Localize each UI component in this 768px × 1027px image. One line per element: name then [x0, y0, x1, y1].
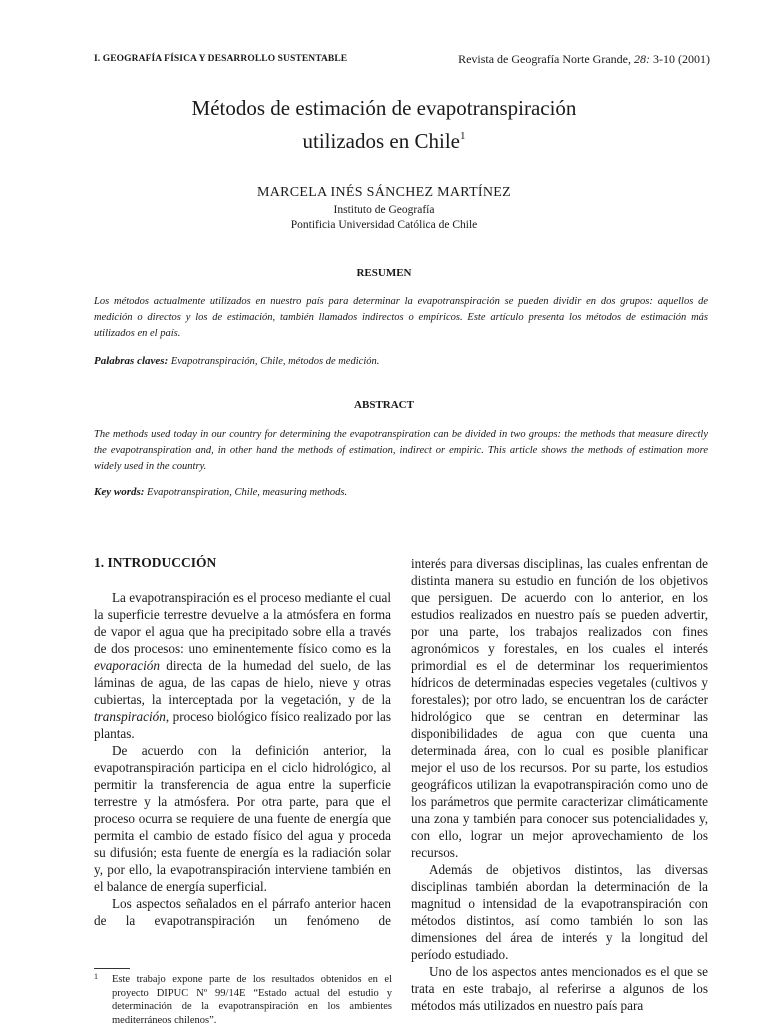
body-paragraph-1: [94, 589, 391, 742]
resumen-heading: RESUMEN: [356, 267, 412, 279]
footnote-divider: [94, 968, 130, 969]
body-paragraph-4: Además de objetivos distintos, las diversas disciplinas también abordan la determinación de la magnitud o intensidad de la evapotranspiración con métodos distintos, así como también lo son las dimensiones del área de interés y la longitud del período estudiado.: [411, 862, 708, 962]
body-paragraph-5: Uno de los aspectos antes mencionados es el que se trata en este trabajo, al referirse a algunos de los métodos más utilizados en nuestro país para: [411, 964, 708, 1013]
body-column-left: [94, 553, 391, 929]
key-words-label: Key words:: [94, 486, 145, 498]
p1-part-b: directa de la humedad del suelo, de las láminas de agua, de las capas de hielo, nieve y otras cubiertas, la interceptada por la vegetación, y de la: [94, 658, 391, 707]
journal-volume: 28:: [634, 52, 650, 66]
title-line-2: [0, 122, 768, 155]
affiliation-university: Pontificia Universidad Católica de Chile: [290, 219, 478, 231]
title-line-1: Métodos de estimación de evapotranspiración: [191, 96, 577, 120]
journal-name: Revista de Geografía Norte Grande,: [458, 52, 634, 66]
p1-part-c: , proceso biológico físico realizado por las plantas.: [94, 709, 391, 741]
key-words: [94, 486, 347, 498]
affiliation-institute: Instituto de Geografía: [333, 204, 435, 216]
title-footnote-mark[interactable]: 1: [459, 130, 466, 142]
footnote-number: 1: [94, 972, 98, 981]
author-name: MARCELA INÉS SÁNCHEZ MARTÍNEZ: [256, 185, 512, 200]
p1-part-a: La evapotranspiración es el proceso mediante el cual la superficie terrestre devuelve a la atmósfera en forma de vapor el agua que ha precipitado sobre ella a través de dos procesos: uno eminentemente físico como es la: [94, 590, 391, 656]
section-header: I. GEOGRAFÍA FÍSICA Y DESARROLLO SUSTENTABLE: [94, 54, 348, 64]
p1-emphasis-evaporacion: evaporación: [94, 658, 160, 673]
body-column-right: [411, 555, 708, 1014]
abstract-heading: ABSTRACT: [354, 399, 414, 411]
palabras-claves-label: Palabras claves:: [94, 355, 169, 367]
body-paragraph-3-continued: interés para diversas disciplinas, las cuales enfrentan de distinta manera su estudio en función de los objetivos que persiguen. De acuerdo con lo anterior, en los estudios realizados en nuestro país se pueden advertir, por una parte, los trabajos realizados con fines agronómicos y forestales, en los cuales el interés primordial es el de determinar los requerimientos hídricos de determinadas especies vegetales (cultivos y forestales); por otro lado, se encuentran los de carácter hidrológico que se centran en determinar las disponibilidades de agua con que cuenta una determinada área, con lo cual es posible planificar mejor el uso de los recursos. Por su parte, los estudios geográficos utilizan la evapotranspiración como uno de los parámetros que permite caracterizar climáticamente una zona y también para conocer sus potencialidades y, con ello, lograr un mejor aprovechamiento de los recursos.: [411, 556, 708, 860]
body-paragraph-2: De acuerdo con la definición anterior, la evapotranspiración participa en el ciclo hidrológico, al permitir la transferencia de agua entre la superficie terrestre y la atmósfera. Por otra parte, para que el proceso ocurra se requiere de una fuente de energía que permita el cambio de estado físico del agua y proceda su difusión; esta fuente de energía es la radiación solar y, por ello, la evapotranspiración interviene también en el balance de energía superficial.: [94, 743, 391, 894]
footnote: [94, 973, 392, 1027]
journal-citation: [458, 52, 710, 67]
abstract-text: The methods used today in our country for determining the evapotranspiration can be divided in two groups: the methods that measure directly the evapotranspiration and, in other hand the methods of estimation, indirect or empiric. This article shows the methods of estimation more widely used in the country.: [94, 429, 708, 472]
journal-pages: 3-10 (2001): [650, 52, 710, 66]
title-line-2-text: utilizados en Chile: [302, 129, 460, 153]
p1-emphasis-transpiracion: transpiración: [94, 709, 166, 724]
body-paragraph-3: Los aspectos señalados en el párrafo anterior hacen de la evapotranspiración un fenómeno de: [94, 896, 391, 928]
key-words-text: Evapotranspiration, Chile, measuring methods.: [144, 487, 348, 498]
section-heading-introduccion: 1. INTRODUCCIÓN: [94, 555, 217, 570]
resumen-text: Los métodos actualmente utilizados en nuestro país para determinar la evapotranspiración se pueden dividir en dos grupos: aquellos de medición o directos y los de estimación, también llamados indirectos o empíricos. Este artículo presenta los métodos de estimación más utilizados en el país.: [94, 296, 708, 339]
footnote-text: Este trabajo expone parte de los resultados obtenidos en el proyecto DIPUC Nº 99/14E “Estado actual del estudio y determinación de la evapotranspiración en los ambientes mediterráneos chilenos”.: [112, 974, 392, 1026]
palabras-claves: [94, 355, 379, 367]
author-affiliation: [0, 203, 768, 233]
paper-title: [0, 94, 768, 155]
palabras-claves-text: Evapotranspiración, Chile, métodos de medición.: [168, 356, 380, 367]
